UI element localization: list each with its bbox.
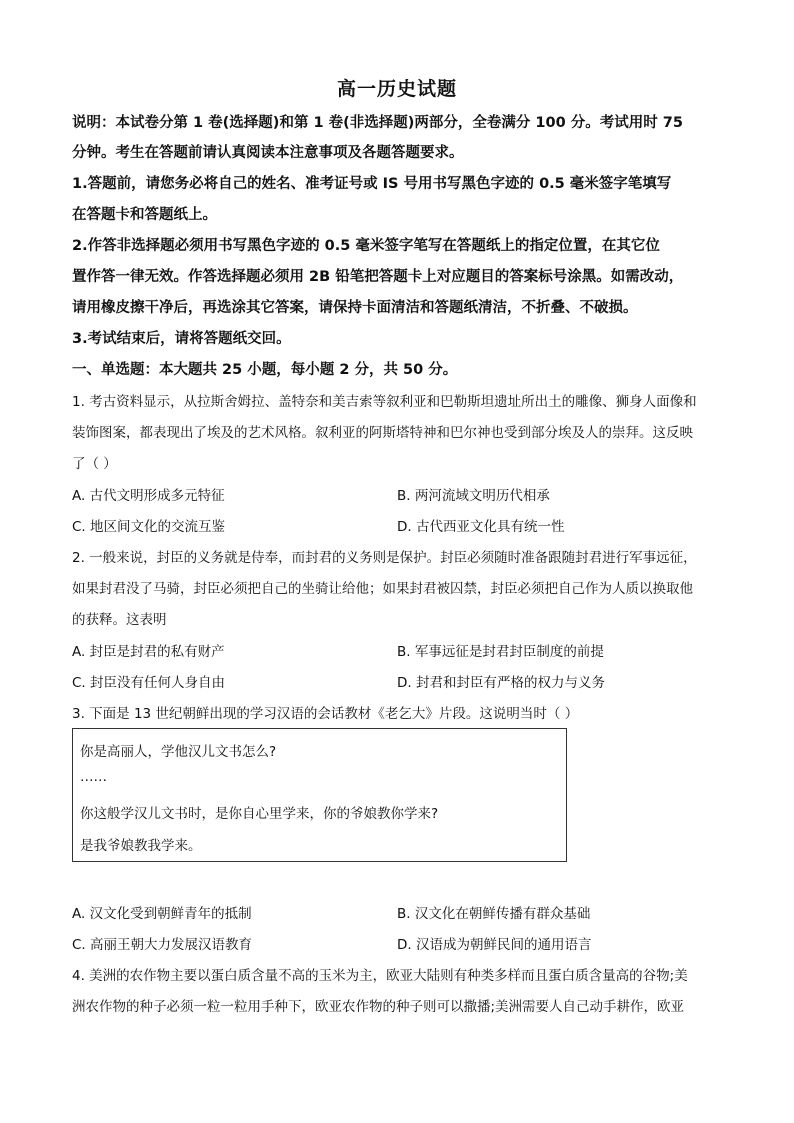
quote-line: 你这般学汉儿文书时，是你自心里学来，你的爷娘教你学来? — [80, 806, 439, 822]
question-2-stem: 的获释。这表明 — [72, 612, 167, 628]
instruction-line: 分钟。考生在答题前请认真阅读本注意事项及各题答题要求。 — [72, 145, 464, 161]
question-1-option-b[interactable]: B. 两河流域文明历代相承 — [397, 488, 550, 504]
question-1-stem: 1. 考古资料显示，从拉斯舍姆拉、盖特奈和美吉索等叙利亚和巴勒斯坦遗址所出土的雕像、狮身人面像和 — [72, 394, 697, 410]
question-3-option-a[interactable]: A. 汉文化受到朝鲜青年的抵制 — [72, 906, 252, 922]
question-1-option-a[interactable]: A. 古代文明形成多元特征 — [72, 488, 225, 504]
page-title: 高一历史试题 — [336, 78, 457, 100]
question-1-option-d[interactable]: D. 古代西亚文化具有统一性 — [397, 519, 565, 535]
instruction-line: 1.答题前，请您务必将自己的姓名、准考证号或 IS 号用书写黑色字迹的 0.5 毫米签字笔填写 — [72, 176, 672, 192]
question-2-option-d[interactable]: D. 封君和封臣有严格的权力与义务 — [397, 675, 605, 691]
quote-line: 你是高丽人，学他汉儿文书怎么? — [80, 744, 277, 760]
question-1-option-c[interactable]: C. 地区间文化的交流互鉴 — [72, 519, 226, 535]
question-3-option-d[interactable]: D. 汉语成为朝鲜民间的通用语言 — [397, 937, 592, 953]
question-1-stem: 装饰图案，都表现出了埃及的艺术风格。叙利亚的阿斯塔特神和巴尔神也受到部分埃及人的崇拜。这反映 — [72, 425, 693, 441]
question-2-option-a[interactable]: A. 封臣是封君的私有财产 — [72, 644, 225, 660]
instruction-line: 在答题卡和答题纸上。 — [72, 207, 217, 223]
question-2-option-c[interactable]: C. 封臣没有任何人身自由 — [72, 675, 226, 691]
question-2-stem: 2. 一般来说，封臣的义务就是侍奉，而封君的义务则是保护。封臣必须随时准备跟随封君进行军事远征， — [72, 550, 697, 566]
instruction-line: 2.作答非选择题必须用书写黑色字迹的 0.5 毫米签字笔写在答题纸上的指定位置，在其它位 — [72, 238, 660, 254]
section-heading: 一、单选题：本大题共 25 小题，每小题 2 分，共 50 分。 — [72, 362, 458, 378]
question-4-stem: 4. 美洲的农作物主要以蛋白质含量不高的玉米为主，欧亚大陆则有种类多样而且蛋白质含量高的谷物;美 — [72, 968, 688, 984]
question-1-stem: 了（ ） — [72, 456, 117, 472]
quote-line: 是我爷娘教我学来。 — [80, 838, 202, 854]
question-3-stem: 3. 下面是 13 世纪朝鲜出现的学习汉语的会话教材《老乞大》片段。这说明当时（ ） — [72, 706, 579, 722]
instruction-line: 说明：本试卷分第 1 卷(选择题)和第 1 卷(非选择题)两部分，全卷满分 100 分。考试用时 75 — [72, 115, 683, 131]
question-2-option-b[interactable]: B. 军事远征是封君封臣制度的前提 — [397, 644, 604, 660]
instruction-line: 请用橡皮擦干净后，再选涂其它答案，请保持卡面清洁和答题纸清洁，不折叠、不破损。 — [72, 300, 638, 316]
question-3-option-b[interactable]: B. 汉文化在朝鲜传播有群众基础 — [397, 906, 591, 922]
instruction-line: 3.考试结束后，请将答题纸交回。 — [72, 331, 291, 347]
instruction-line: 置作答一律无效。作答选择题必须用 2B 铅笔把答题卡上对应题目的答案标号涂黑。如需改动， — [72, 269, 684, 285]
question-2-stem: 如果封君没了马骑，封臣必须把自己的坐骑让给他；如果封君被囚禁，封臣必须把自己作为人质以换取他 — [72, 581, 693, 597]
quote-line: …… — [80, 769, 107, 785]
question-4-stem: 洲农作物的种子必须一粒一粒用手种下，欧亚农作物的种子则可以撒播;美洲需要人自己动手耕作，欧亚 — [72, 999, 685, 1015]
question-3-option-c[interactable]: C. 高丽王朝大力发展汉语教育 — [72, 937, 253, 953]
